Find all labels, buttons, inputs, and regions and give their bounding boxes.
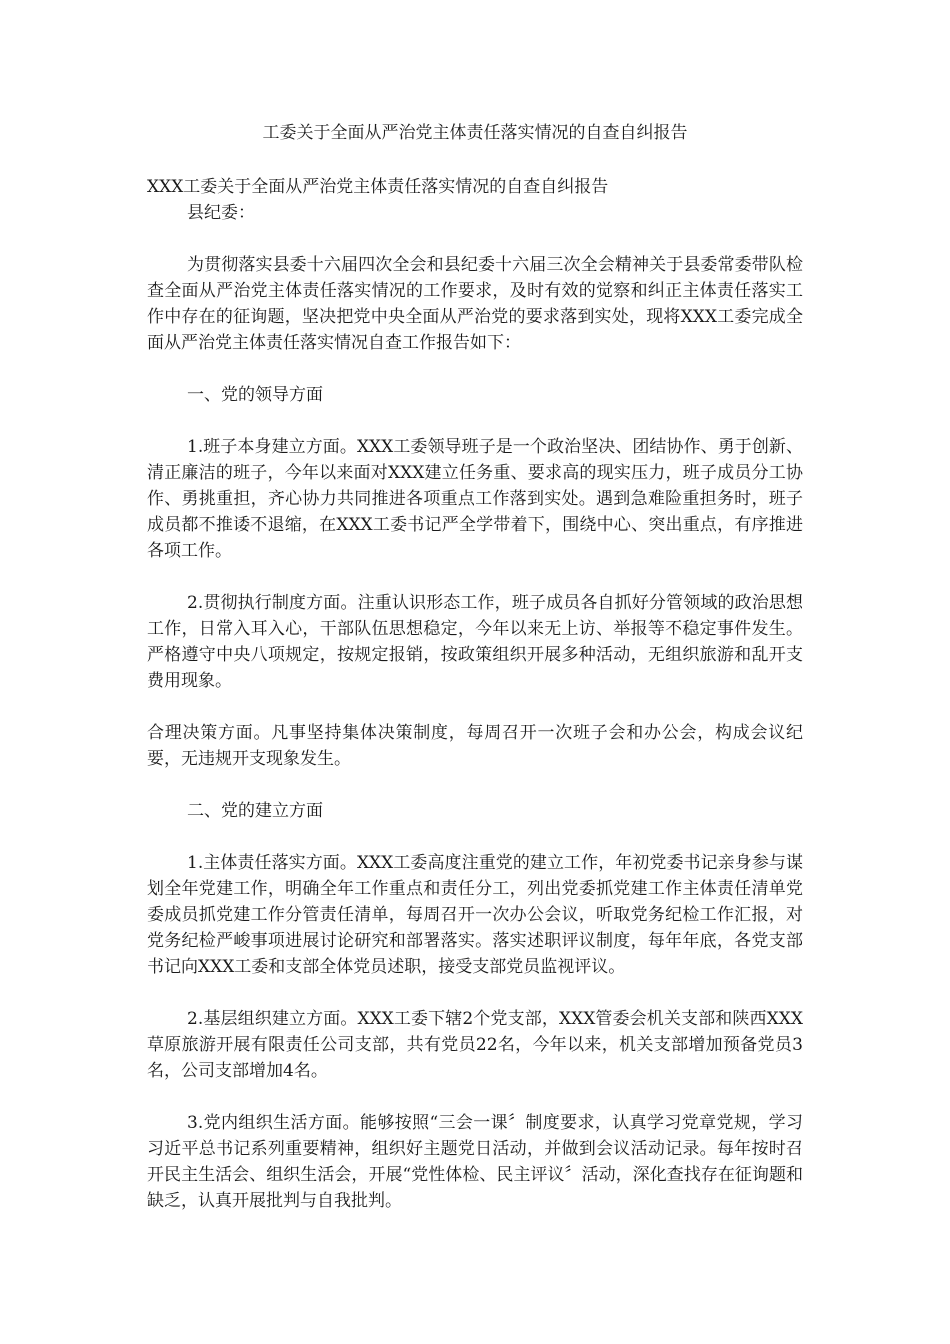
- document-title: 工委关于全面从严治党主体责任落实情况的自查自纠报告: [262, 123, 688, 143]
- paragraph-team-building: 1.班子本身建立方面。XXX工委领导班子是一个政治坚决、团结协作、勇于创新、清正廉洁的班子，今年以来面对XXX建立任务重、要求高的现实压力，班子成员分工协作、勇挑重担，齐心协力共同推进各项重点工作落到实处。遇到急难险重担务时，班子成员都不推诿不退缩，在XXX工委书记严全学带着下，围绕中心、突出重点，有序推进各项工作。: [147, 437, 803, 561]
- intro-paragraph: 为贯彻落实县委十六届四次全会和县纪委十六届三次全会精神关于县委常委带队检查全面从严治党主体责任落实情况的工作要求，及时有效的觉察和纠正主体责任落实工作中存在的征询题，坚决把党中央全面从严治党的要求落到实处，现将XXX工委完成全面从严治党主体责任落实情况自查工作报告如下：: [147, 255, 803, 353]
- section-heading-leadership: 一、党的领导方面: [187, 385, 323, 405]
- paragraph-main-responsibility: 1.主体责任落实方面。XXX工委高度注重党的建立工作，年初党委书记亲身参与谋划全年党建工作，明确全年工作重点和责任分工，列出党委抓党建工作主体责任清单党委成员抓党建工作分管责任清单，每周召开一次办公会议，听取党务纪检工作汇报，对党务纪检严峻事项进展讨论研究和部署落实。落实述职评议制度，每年年底，各党支部书记向XXX工委和支部全体党员述职，接受支部党员监视评议。: [147, 853, 803, 977]
- document-body: [147, 120, 803, 1240]
- paragraph-grassroots-organization: 2.基层组织建立方面。XXX工委下辖2个党支部，XXX管委会机关支部和陕西XXX草原旅游开展有限责任公司支部，共有党员22名，今年以来，机关支部增加预备党员3名，公司支部增加4名。: [147, 1009, 803, 1081]
- addressee: 县纪委：: [187, 203, 255, 223]
- section-heading-party-building: 二、党的建立方面: [187, 801, 323, 821]
- paragraph-system-implementation: 2.贯彻执行制度方面。注重认识形态工作，班子成员各自抓好分管领域的政治思想工作，日常入耳入心，干部队伍思想稳定，今年以来无上访、举报等不稳定事件发生。严格遵守中央八项规定，按规定报销，按政策组织开展多种活动，无组织旅游和乱开支费用现象。: [147, 593, 803, 691]
- paragraph-organizational-life: 3.党内组织生活方面。能够按照“三会一课〞制度要求，认真学习党章党规，学习习近平总书记系列重要精神，组织好主题党日活动，并做到会议活动记录。每年按时召开民主生活会、组织生活会，开展“党性体检、民主评议〞活动，深化查找存在征询题和缺乏，认真开展批判与自我批判。: [147, 1113, 803, 1211]
- paragraph-decision-making: 合理决策方面。凡事坚持集体决策制度，每周召开一次班子会和办公会，构成会议纪要，无违规开支现象发生。: [147, 723, 803, 769]
- document-subtitle: XXX工委关于全面从严治党主体责任落实情况的自查自纠报告: [147, 177, 609, 197]
